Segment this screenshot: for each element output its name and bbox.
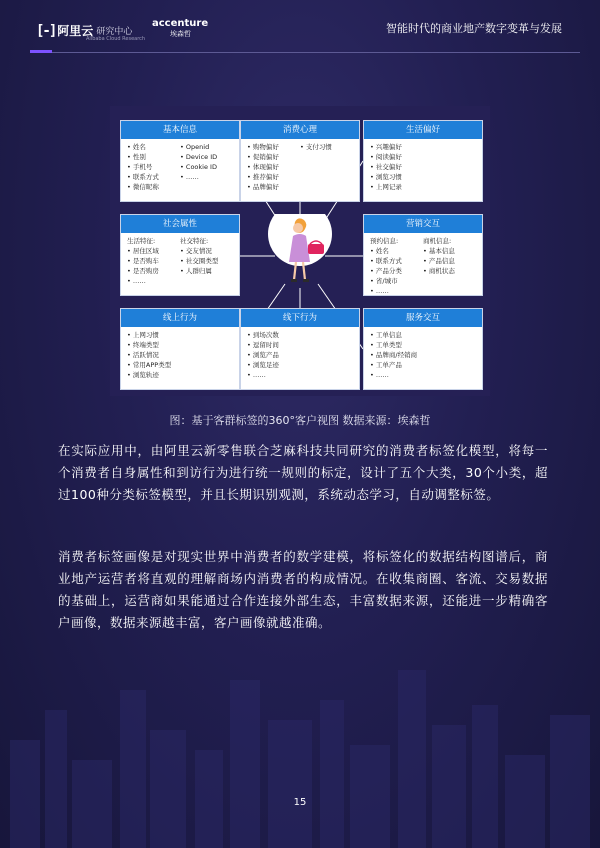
card-offline-behavior [240,308,360,390]
card-consumer-psychology [240,120,360,202]
card-title: 消费心理 [241,121,359,139]
document-title: 智能时代的商业地产数字变革与发展 [386,22,562,35]
card-online-behavior [120,308,240,390]
card-social-attributes [120,214,240,296]
alibaba-research-label: 研究中心 [96,27,133,37]
card-subheading: 商机信息: [423,237,452,245]
body-paragraph: 在实际应用中，由阿里云新零售联合芝麻科技共同研究的消费者标签化模型，将每一个消费者自身属性和到访行为进行统一规则的标定，设计了五个大类，30个小类，超过100种分类标签模型，并且长期识别观测，系统动态学习，自动调整标签。 [58,443,548,502]
card-item: • 品牌偏好 [247,182,300,192]
card-item: • 体现偏好 [247,162,300,172]
page-number: 15 [293,797,307,808]
card-item: • 商机状态 [423,266,476,276]
card-item: • …… [370,286,423,296]
card-item: • 工单类型 [370,340,476,350]
card-item: • 手机号 [127,162,180,172]
card-item: • 终端类型 [127,340,233,350]
card-item: • 交友情况 [180,246,233,256]
card-item: • 社交偏好 [370,162,476,172]
accenture-logo [152,18,208,39]
card-item: • 浏览产品 [247,350,353,360]
card-item: • 是否购房 [127,266,180,276]
card-item: • 浏览习惯 [370,172,476,182]
card-item: • 基本信息 [423,246,476,256]
card-item: • 逗留时间 [247,340,353,350]
card-item: • 微信昵称 [127,182,180,192]
card-item: • Device ID [180,152,233,162]
card-item: • 浏览足迹 [247,360,353,370]
card-item: • 社交圈类型 [180,256,233,266]
card-item: • Openid [180,142,233,152]
card-title: 社会属性 [121,215,239,233]
card-item: • 上网习惯 [127,330,233,340]
card-title: 服务交互 [364,309,482,327]
card-subheading: 社交特征: [180,237,209,245]
card-lifestyle-preference [363,120,483,202]
card-item: • 推荐偏好 [247,172,300,182]
card-item: • 浏览轨迹 [127,370,233,380]
card-item: • 支付习惯 [300,142,353,152]
body-paragraph: 消费者标签画像是对现实世界中消费者的数学建模，将标签化的数据结构图谱后，商业地产运营者将直观的理解商场内消费者的构成情况。在收集商圈、客流、交易数据的基础上，运营商如果能通过合作连接外部生态，丰富数据来源，还能进一步精确客户画像，数据来源越丰富，客户画像就越准确。 [58,549,548,630]
card-item: • 到场次数 [247,330,353,340]
shopper-woman-icon [260,214,340,296]
card-item: • 促销偏好 [247,152,300,162]
card-item: • 姓名 [127,142,180,152]
card-item: • 常用APP类型 [127,360,233,370]
card-item: • 产品分类 [370,266,423,276]
card-item: • 人群归属 [180,266,233,276]
card-item: • 工单产品 [370,360,476,370]
card-item: • 姓名 [370,246,423,256]
shopper-figure [260,214,340,296]
customer-360-diagram [110,106,490,396]
card-item: • 上网记录 [370,182,476,192]
card-subheading: 生活特征: [127,237,156,245]
alibaba-cloud-name: 阿里云 [57,24,94,38]
accenture-cn-name: 埃森哲 [170,30,191,38]
accenture-name: accenture [152,18,209,29]
card-item: • 工单信息 [370,330,476,340]
card-subheading: 预约信息: [370,237,399,245]
card-title: 营销交互 [364,215,482,233]
card-item: • …… [370,370,476,380]
city-skyline-background [0,620,600,848]
header-accent-bar [30,50,52,53]
card-item: • …… [127,276,180,286]
card-item: • 活跃情况 [127,350,233,360]
card-item: • …… [180,172,233,182]
card-title: 生活偏好 [364,121,482,139]
card-title: 线上行为 [121,309,239,327]
card-service-interaction [363,308,483,390]
alibaba-cloud-mark-icon: [-] [36,22,56,39]
alibaba-research-en: Alibaba Cloud Research [86,36,146,42]
card-item: • 省/城市 [370,276,423,286]
card-item: • 联系方式 [127,172,180,182]
card-item: • Cookie ID [180,162,233,172]
header-divider [30,52,580,53]
card-title: 线下行为 [241,309,359,327]
card-item: • 品牌商/经销商 [370,350,476,360]
card-item: • 阅读偏好 [370,152,476,162]
card-basic-info [120,120,240,202]
figure-caption: 图：基于客群标签的360°客户视图 数据来源：埃森哲 [169,414,431,427]
card-title: 基本信息 [121,121,239,139]
card-item: • 购物偏好 [247,142,300,152]
card-item: • 是否购车 [127,256,180,266]
page-header [0,0,600,56]
card-item: • 联系方式 [370,256,423,266]
card-marketing-interaction [363,214,483,296]
card-item: • 兴趣偏好 [370,142,476,152]
card-item: • 性别 [127,152,180,162]
card-item: • 居住区域 [127,246,180,256]
card-item: • …… [247,370,353,380]
card-item: • 产品信息 [423,256,476,266]
